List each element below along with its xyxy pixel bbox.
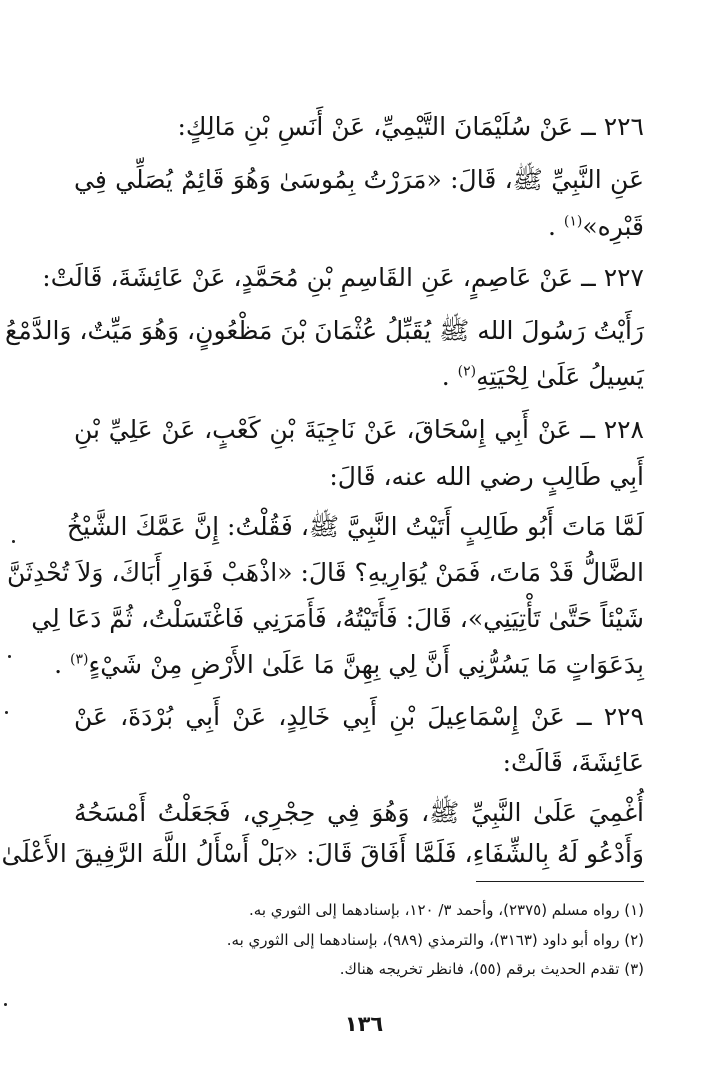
hadith-229-line-1: ٢٢٩ ــ عَنْ إِسْمَاعِيلَ بْنِ أَبِي خَالِدٍ، عَنْ أَبِي بُرْدَةَ، عَنْ [74, 702, 644, 731]
period: . [441, 362, 450, 391]
hadith-227-line-2: رَأَيْتُ رَسُولَ الله ﷺ يُقَبِّلُ عُثْمَانَ بْنَ مَظْعُونٍ، وَهُوَ مَيِّتٌ، وَالدَّمْعُ [5, 316, 644, 345]
hadith-228-line-1: ٢٢٨ ــ عَنْ أَبِي إِسْحَاقَ، عَنْ نَاجِيَةَ بْنِ كَعْبٍ، عَنْ عَلِيِّ بْنِ [74, 415, 644, 444]
scan-speck [8, 655, 11, 658]
hadith-228-line-2: أَبِي طَالِبٍ رضي الله عنه، قَالَ: [329, 462, 644, 491]
period: . [54, 650, 63, 679]
hadith-229-line-3: أُغْمِيَ عَلَىٰ النَّبِيِّ ﷺ، وَهُوَ فِي حِجْرِي، فَجَعَلْتُ أَمْسَحُهُ [74, 798, 644, 827]
hadith-228-line-3: لَمَّا مَاتَ أَبُو طَالِبٍ أَتَيْتُ النَّبِيَّ ﷺ، فَقُلْتُ: إِنَّ عَمَّكَ الشَّيْخُ [66, 512, 644, 541]
scan-speck [12, 540, 15, 543]
footnote-ref-3: (٣) [70, 651, 89, 668]
scan-speck [4, 1003, 7, 1006]
hadith-227-line-1: ٢٢٧ ــ عَنْ عَاصِمٍ، عَنِ القَاسِمِ بْنِ مُحَمَّدٍ، عَنْ عَائِشَةَ، قَالَتْ: [42, 263, 644, 292]
scan-speck [5, 711, 8, 714]
page-number: ١٣٦ [344, 1012, 384, 1036]
hadith-227-text-end: يَسِيلُ عَلَىٰ لِحْيَتِهِ [476, 362, 644, 391]
footnote-separator [476, 881, 644, 882]
hadith-226-line-1: ٢٢٦ ــ عَنْ سُلَيْمَانَ التَّيْمِيِّ، عَنْ أَنَسِ بْنِ مَالِكٍ: [177, 112, 644, 141]
footnote-3: (٣) تقدم الحديث برقم (٥٥)، فانظر تخريجه هناك. [339, 960, 644, 978]
footnote-ref-2: (٢) [457, 363, 477, 380]
footnote-1: (١) رواه مسلم (٢٣٧٥)، وأحمد ٣/ ١٢٠، بإسنادهما إلى الثوري به. [249, 901, 644, 919]
hadith-227-line-3 [74, 359, 644, 395]
hadith-228-line-6 [54, 647, 644, 683]
hadith-228-line-4: الضَّالُّ قَدْ مَاتَ، فَمَنْ يُوَارِيهِ؟ قَالَ: «اذْهَبْ فَوَارِ أَبَاكَ، وَلاَ تُحْدِثَنَّ [6, 558, 644, 587]
hadith-226-line-3 [74, 209, 644, 245]
period: . [547, 212, 556, 241]
hadith-228-line-5: شَيْئاً حَتَّىٰ تَأْتِيَنِي»، قَالَ: فَأَتَيْتُهُ، فَأَمَرَنِي فَاغْتَسَلْتُ، ثُمَّ دَعَا لِي [31, 604, 644, 633]
hadith-229-line-2: عَائِشَةَ، قَالَتْ: [502, 748, 644, 777]
footnote-ref-1: (١) [563, 213, 583, 230]
hadith-228-text-end: بِدَعَوَاتٍ مَا يَسُرُّنِي أَنَّ لِي بِهِنَّ مَا عَلَىٰ الأَرْضِ مِنْ شَيْءٍ [88, 650, 644, 679]
footnote-2: (٢) رواه أبو داود (٣١٦٣)، والترمذي (٩٨٩)، بإسنادهما إلى الثوري به. [226, 931, 644, 949]
hadith-226-line-2: عَنِ النَّبِيِّ ﷺ، قَالَ: «مَرَرْتُ بِمُوسَىٰ وَهُوَ قَائِمٌ يُصَلِّي فِي [74, 165, 644, 194]
hadith-229-line-4: وَأَدْعُو لَهُ بِالشِّفَاءِ، فَلَمَّا أَفَاقَ قَالَ: «بَلْ أَسْأَلُ اللَّهَ الرَّفِيقَ الأَعْلَىٰ [1, 839, 644, 868]
hadith-226-text-end: قَبْرِه» [582, 212, 644, 241]
